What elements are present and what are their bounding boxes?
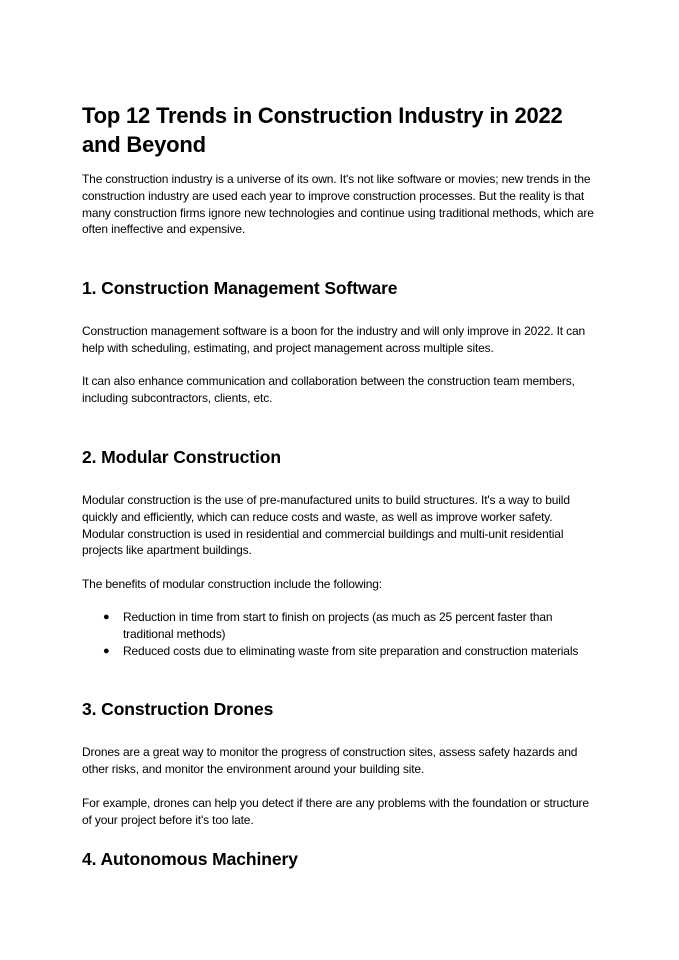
list-item-text: Reduction in time from start to finish on projects (as much as 25 percent faster than traditional methods): [123, 610, 553, 641]
section-1-paragraph-1: Construction management software is a boon for the industry and will only improve in 2022. It can help with scheduling, estimating, and project management across multiple sites.: [82, 324, 586, 355]
section-heading-construction-management-software: 1. Construction Management Software: [82, 278, 398, 298]
list-item: [82, 643, 583, 660]
section-heading-construction-drones: 3. Construction Drones: [82, 699, 274, 719]
section-1-paragraph-2: It can also enhance communication and collaboration between the construction team members, including subcontractors, clients, etc.: [82, 374, 575, 405]
section-2-paragraph-1: Modular construction is the use of pre-manufactured units to build structures. It's a way to build quickly and efficiently, which can reduce costs and waste, as well as improve worker safety. Modular construction is used in residential and commercial buildings and multi-unit residential projects like apartment buildings.: [82, 493, 570, 558]
section-3-paragraph-2: For example, drones can help you detect if there are any problems with the foundation or structure of your project before it's too late.: [82, 796, 589, 827]
list-item-text: Reduced costs due to eliminating waste from site preparation and construction materials: [123, 643, 579, 658]
list-item: [82, 609, 583, 643]
bullet-icon: ●: [103, 644, 110, 657]
benefits-list: [82, 609, 597, 659]
section-heading-autonomous-machinery: 4. Autonomous Machinery: [82, 849, 298, 869]
section-3-paragraph-1: Drones are a great way to monitor the progress of construction sites, assess safety hazards and other risks, and monitor the environment around your building site.: [82, 745, 578, 776]
page-title: Top 12 Trends in Construction Industry in 2022 and Beyond: [82, 103, 563, 157]
section-2-paragraph-2: The benefits of modular construction include the following:: [82, 577, 382, 591]
section-heading-modular-construction: 2. Modular Construction: [82, 447, 281, 467]
intro-paragraph: The construction industry is a universe of its own. It's not like software or movies; new trends in the construction industry are used each year to improve construction processes. But the reality is that many construction firms ignore new technologies and continue using traditional methods, which are often ineffective and expensive.: [82, 172, 594, 237]
bullet-icon: ●: [103, 611, 110, 623]
